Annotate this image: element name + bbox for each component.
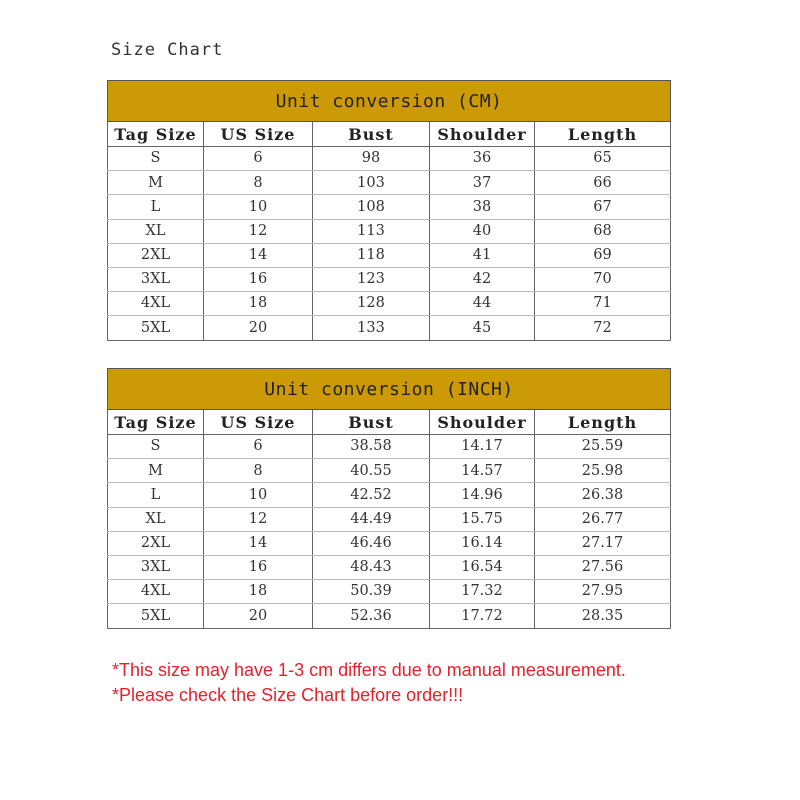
cell-us-size: 20 (204, 604, 313, 628)
cell-tag-size: 5XL (108, 316, 204, 340)
cell-length: 26.38 (535, 483, 671, 507)
cell-length: 69 (535, 243, 671, 267)
cell-shoulder: 17.72 (430, 604, 535, 628)
size-table-cm (107, 80, 671, 341)
cell-bust: 113 (313, 219, 430, 243)
cell-us-size: 10 (204, 195, 313, 219)
cell-bust: 108 (313, 195, 430, 219)
table-row (108, 531, 671, 555)
table-body-cm (108, 147, 671, 341)
cell-tag-size: L (108, 483, 204, 507)
cell-us-size: 10 (204, 483, 313, 507)
cell-length: 71 (535, 292, 671, 316)
cell-us-size: 20 (204, 316, 313, 340)
cell-tag-size: 3XL (108, 555, 204, 579)
cell-us-size: 18 (204, 580, 313, 604)
col-header-length: Length (535, 122, 671, 147)
col-header-us-size: US Size (204, 410, 313, 435)
cell-bust: 50.39 (313, 580, 430, 604)
cell-length: 26.77 (535, 507, 671, 531)
col-header-us-size: US Size (204, 122, 313, 147)
cell-us-size: 12 (204, 507, 313, 531)
cell-bust: 48.43 (313, 555, 430, 579)
table-row (108, 459, 671, 483)
table-row (108, 171, 671, 195)
cell-tag-size: M (108, 171, 204, 195)
cell-length: 70 (535, 267, 671, 291)
cell-length: 28.35 (535, 604, 671, 628)
col-header-length: Length (535, 410, 671, 435)
cell-us-size: 8 (204, 171, 313, 195)
cell-length: 72 (535, 316, 671, 340)
col-header-shoulder: Shoulder (430, 410, 535, 435)
table-row (108, 483, 671, 507)
cell-length: 67 (535, 195, 671, 219)
table-row (108, 604, 671, 628)
cell-tag-size: XL (108, 219, 204, 243)
cell-us-size: 14 (204, 243, 313, 267)
size-table-inch (107, 368, 671, 629)
table-row (108, 555, 671, 579)
cell-shoulder: 41 (430, 243, 535, 267)
cell-shoulder: 42 (430, 267, 535, 291)
table-body-inch (108, 435, 671, 629)
cell-shoulder: 15.75 (430, 507, 535, 531)
cell-bust: 38.58 (313, 435, 430, 459)
cell-shoulder: 14.57 (430, 459, 535, 483)
cell-shoulder: 14.17 (430, 435, 535, 459)
cell-tag-size: S (108, 435, 204, 459)
cell-us-size: 16 (204, 267, 313, 291)
table-row (108, 267, 671, 291)
col-header-bust: Bust (313, 410, 430, 435)
cell-bust: 103 (313, 171, 430, 195)
cell-shoulder: 17.32 (430, 580, 535, 604)
cell-shoulder: 44 (430, 292, 535, 316)
cell-tag-size: 2XL (108, 243, 204, 267)
table-row (108, 435, 671, 459)
col-header-tag-size: Tag Size (108, 410, 204, 435)
cell-bust: 128 (313, 292, 430, 316)
cell-tag-size: S (108, 147, 204, 171)
cell-tag-size: XL (108, 507, 204, 531)
cell-bust: 52.36 (313, 604, 430, 628)
cell-length: 27.95 (535, 580, 671, 604)
cell-shoulder: 16.14 (430, 531, 535, 555)
cell-tag-size: 4XL (108, 580, 204, 604)
table-row (108, 195, 671, 219)
check-chart-note: *Please check the Size Chart before order!!! (112, 685, 464, 705)
cell-tag-size: M (108, 459, 204, 483)
cell-tag-size: 3XL (108, 267, 204, 291)
cell-shoulder: 45 (430, 316, 535, 340)
cell-shoulder: 16.54 (430, 555, 535, 579)
cell-bust: 123 (313, 267, 430, 291)
table-row (108, 219, 671, 243)
cell-length: 65 (535, 147, 671, 171)
cell-us-size: 18 (204, 292, 313, 316)
cell-us-size: 6 (204, 147, 313, 171)
cell-us-size: 14 (204, 531, 313, 555)
cell-length: 66 (535, 171, 671, 195)
cell-us-size: 6 (204, 435, 313, 459)
cell-length: 27.56 (535, 555, 671, 579)
cell-bust: 40.55 (313, 459, 430, 483)
table-caption-inch: Unit conversion (INCH) (108, 369, 671, 410)
cell-shoulder: 36 (430, 147, 535, 171)
table-row (108, 243, 671, 267)
table-caption-cm: Unit conversion (CM) (108, 81, 671, 122)
cell-bust: 42.52 (313, 483, 430, 507)
cell-tag-size: 5XL (108, 604, 204, 628)
cell-shoulder: 40 (430, 219, 535, 243)
cell-shoulder: 38 (430, 195, 535, 219)
cell-length: 25.59 (535, 435, 671, 459)
cell-bust: 98 (313, 147, 430, 171)
table-row (108, 147, 671, 171)
cell-bust: 46.46 (313, 531, 430, 555)
cell-bust: 44.49 (313, 507, 430, 531)
cell-length: 68 (535, 219, 671, 243)
cell-tag-size: L (108, 195, 204, 219)
table-row (108, 316, 671, 340)
col-header-bust: Bust (313, 122, 430, 147)
cell-shoulder: 14.96 (430, 483, 535, 507)
table-row (108, 580, 671, 604)
table-row (108, 507, 671, 531)
cell-us-size: 12 (204, 219, 313, 243)
cell-length: 25.98 (535, 459, 671, 483)
cell-length: 27.17 (535, 531, 671, 555)
col-header-shoulder: Shoulder (430, 122, 535, 147)
cell-us-size: 16 (204, 555, 313, 579)
cell-tag-size: 2XL (108, 531, 204, 555)
cell-us-size: 8 (204, 459, 313, 483)
cell-tag-size: 4XL (108, 292, 204, 316)
table-row (108, 292, 671, 316)
measurement-note: *This size may have 1-3 cm differs due to manual measurement. (112, 660, 626, 680)
cell-bust: 118 (313, 243, 430, 267)
page-title: Size Chart (111, 42, 224, 60)
col-header-tag-size: Tag Size (108, 122, 204, 147)
cell-shoulder: 37 (430, 171, 535, 195)
cell-bust: 133 (313, 316, 430, 340)
